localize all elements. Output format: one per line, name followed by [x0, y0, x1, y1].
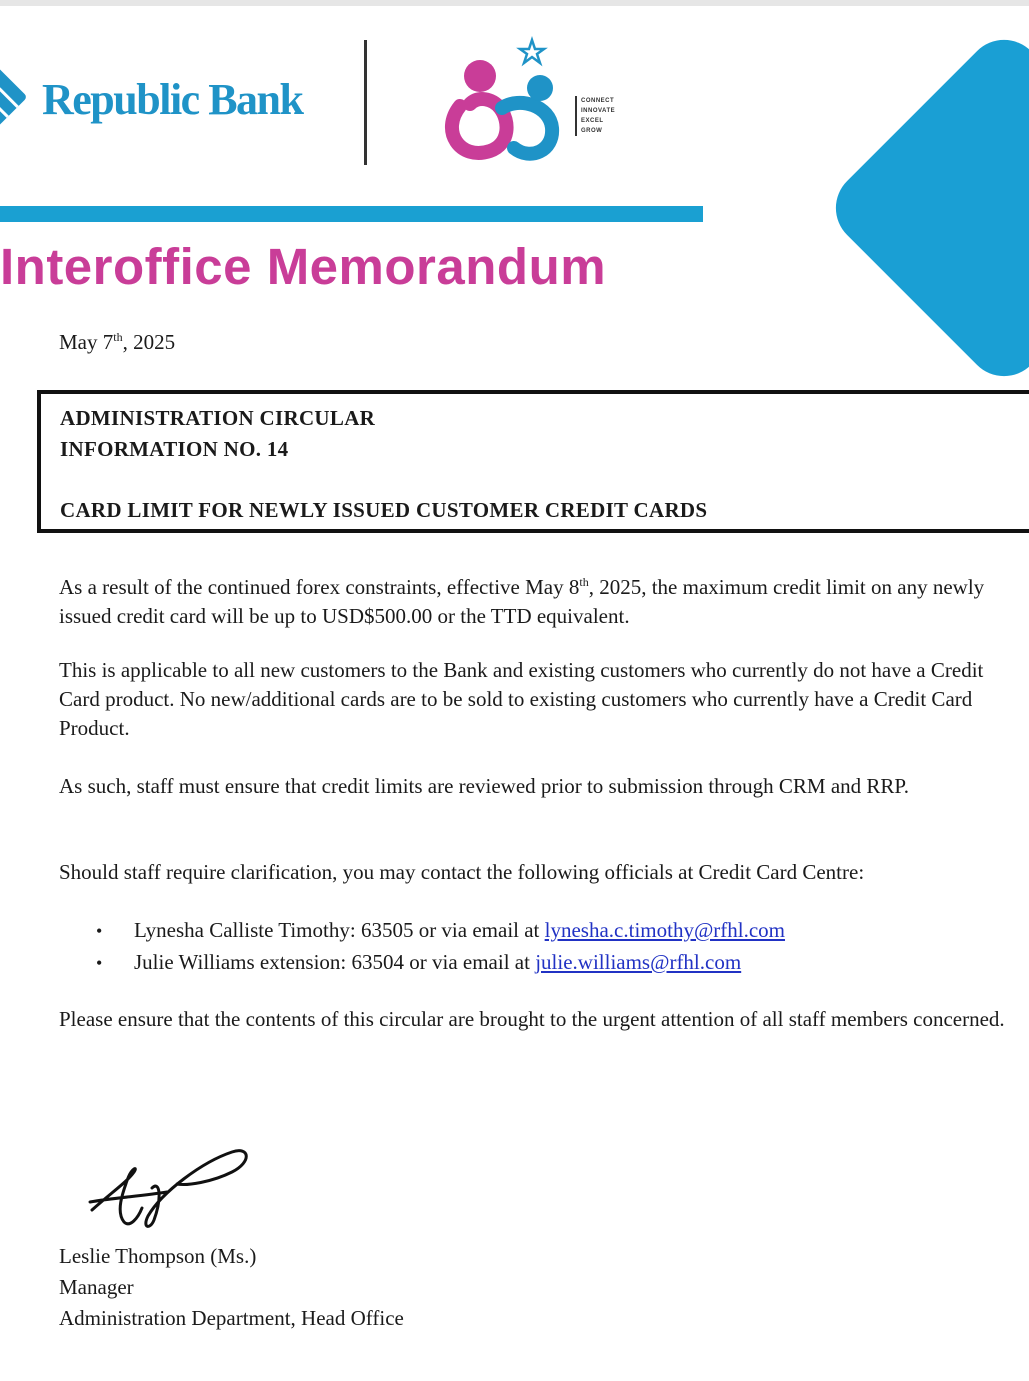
- logo-tagline-word: GROW: [575, 126, 655, 136]
- circular-number: INFORMATION NO. 14: [60, 437, 289, 461]
- contact-text: Lynesha Calliste Timothy: 63505 or via email at: [134, 918, 545, 942]
- date-ordinal: th: [113, 330, 123, 344]
- decorative-diamond: [820, 24, 1029, 392]
- header-rule: [0, 206, 703, 222]
- signatory-title: Manager: [59, 1275, 134, 1299]
- circular-header-box: [37, 390, 1029, 533]
- top-border: [0, 0, 1029, 6]
- list-item: [96, 948, 785, 980]
- contact-list: [96, 916, 785, 980]
- paragraph-closing: Please ensure that the contents of this circular are brought to the urgent attention of all staff members concerned.: [59, 1007, 1005, 1031]
- handwritten-signature: [82, 1132, 257, 1232]
- date-year: , 2025: [122, 330, 176, 354]
- republic-bank-logo-icon: [0, 62, 30, 132]
- contact-text: Julie Williams extension: 63504 or via email at: [134, 950, 536, 974]
- signatory-name: Leslie Thompson (Ms.): [59, 1244, 257, 1268]
- bank-name: Republic Bank: [42, 75, 303, 124]
- bullet-icon: •: [96, 953, 103, 973]
- circular-subject: CARD LIMIT FOR NEWLY ISSUED CUSTOMER CREDIT CARDS: [60, 498, 708, 522]
- paragraph-text: As a result of the continued forex constraints, effective May 8: [59, 575, 580, 599]
- logo-divider: [364, 40, 367, 165]
- paragraph-text: , 2025, the maximum credit limit on any newly issued credit card will be up to USD$500.00 or the TTD equivalent.: [59, 575, 985, 628]
- bullet-icon: •: [96, 921, 103, 941]
- date-day: May 7: [59, 330, 114, 354]
- paragraph-review: As such, staff must ensure that credit limits are reviewed prior to submission through CRM and RRP.: [59, 774, 910, 798]
- paragraph-clarification: Should staff require clarification, you may contact the following officials at Credit Card Centre:: [59, 860, 865, 884]
- memo-title: Interoffice Memorandum: [0, 238, 607, 295]
- paragraph-applicability: This is applicable to all new customers to the Bank and existing customers who currently do not have a Credit Card product. No new/additional cards are to be sold to existing customers who currently have a Credit Card Product.: [59, 658, 984, 740]
- memo-date: [59, 330, 175, 355]
- connect-innovate-excel-grow-logo: [440, 36, 580, 168]
- logo-tagline-word: CONNECT: [575, 96, 655, 106]
- logo-tagline: [575, 96, 655, 136]
- email-link[interactable]: julie.williams@rfhl.com: [535, 950, 742, 974]
- circular-title: ADMINISTRATION CIRCULAR: [60, 406, 376, 430]
- paragraph-limit: [59, 568, 1024, 631]
- logo-tagline-word: INNOVATE: [575, 106, 655, 116]
- logo-tagline-word: EXCEL: [575, 116, 655, 126]
- date-ordinal: th: [579, 575, 589, 589]
- signatory-block: [59, 1241, 404, 1334]
- signatory-department: Administration Department, Head Office: [59, 1306, 404, 1330]
- email-link[interactable]: lynesha.c.timothy@rfhl.com: [544, 918, 786, 942]
- list-item: [96, 916, 785, 948]
